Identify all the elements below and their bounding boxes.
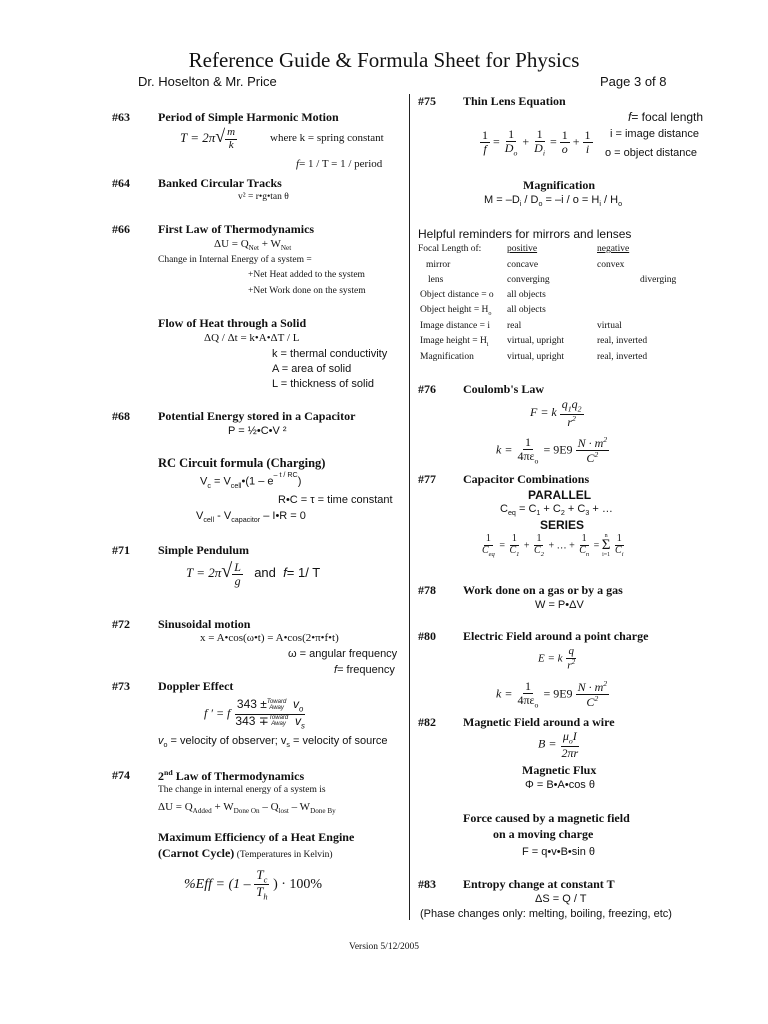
table-row-label: mirror	[426, 260, 451, 270]
magnetic-force-formula: F = q•v•B•sin θ	[522, 846, 595, 858]
spring-constant-note: where k = spring constant	[270, 132, 384, 144]
table-cell: real, inverted	[597, 352, 648, 362]
magnetic-force-title-2: on a moving charge	[493, 827, 594, 841]
entropy-note: (Phase changes only: melting, boiling, freezing, etc)	[420, 908, 672, 920]
banked-track-formula: v² = r•g•tan θ	[238, 192, 289, 202]
kirchhoff-formula: $V_{cell} - V_{capacitor}$ – I•R = 0	[196, 510, 306, 525]
coulomb-constant-formula: k = $\frac{1}{4\pi\varepsilon_o}$ = 9E9 $\frac{N \cdot m^2}{C^2}$	[496, 435, 608, 466]
first-law-line-1: Change in Internal Energy of a system =	[158, 255, 312, 265]
section-number-71: #71	[112, 543, 130, 557]
section-number-77: #77	[418, 472, 436, 486]
section-title-74: 2nd Law of Thermodynamics	[158, 768, 305, 783]
second-law-formula: $\Delta U = Q_{Added} + W_{Done On} - Q_{lost} - W_{Done By}$	[158, 801, 336, 816]
thin-lens-formula: $\frac{1}{f}$ = $\frac{1}{D_o}$ + $\frac{1}{D_i}$ = $\frac{1}{o}$ + $\frac{1}{i}$	[482, 127, 591, 157]
object-distance-note: o = object distance	[605, 147, 698, 159]
authors: Dr. Hoselton & Mr. Price	[138, 74, 277, 89]
section-title-71: Simple Pendulum	[158, 543, 250, 557]
section-number-82: #82	[418, 715, 436, 729]
table-cell: diverging	[640, 275, 677, 285]
shm-formula: T = 2π√ $\frac{m}{k}$	[180, 125, 236, 151]
section-title-66: First Law of Thermodynamics	[158, 222, 315, 236]
carnot-efficiency-formula: %Eff = (1 – $\frac{T_c}{T_h}$ ) · 100%	[184, 867, 323, 903]
frequency-note: f= frequency	[334, 664, 395, 676]
electric-constant-formula: k = $\frac{1}{4\pi\varepsilon_o}$ = 9E9 $\frac{N \cdot m^2}{C^2}$	[496, 679, 608, 710]
table-row-label: Object distance = o	[420, 290, 494, 300]
sinusoidal-formula: x = A•cos(ω•t) = A•cos(2•π•f•t)	[200, 632, 339, 644]
table-cell: all objects	[507, 305, 546, 315]
carnot-title-1: Maximum Efficiency of a Heat Engine	[158, 830, 355, 844]
table-row-label: Image distance = i	[420, 321, 490, 331]
section-title-80: Electric Field around a point charge	[463, 629, 649, 643]
section-title-78: Work done on a gas or by a gas	[463, 583, 623, 597]
magnetic-flux-title: Magnetic Flux	[522, 763, 597, 777]
section-number-63: #63	[112, 110, 130, 124]
series-label: SERIES	[540, 518, 585, 532]
column-divider	[409, 94, 410, 920]
section-title-75: Thin Lens Equation	[463, 94, 566, 108]
table-cell: all objects	[507, 290, 546, 300]
table-header-property: Focal Length of:	[418, 244, 482, 254]
coulomb-formula: F = k $\frac{q_1q_2}{r^2}$	[530, 397, 582, 429]
doppler-formula: f ′ = f 343 ±Toward Away $v_o$ 343 ∓Toward Away $v_s$	[204, 697, 305, 730]
section-title-63: Period of Simple Harmonic Motion	[158, 110, 339, 124]
section-number-72: #72	[112, 617, 130, 631]
section-number-74: #74	[112, 768, 130, 782]
table-cell: virtual, upright	[507, 336, 564, 346]
frequency-period-note: f= 1 / T = 1 / period	[296, 158, 383, 170]
thickness-note: L = thickness of solid	[272, 378, 375, 390]
time-constant-formula: R•C = τ = time constant	[278, 494, 393, 506]
rc-charging-formula: $V_c$ = $V_{cell}•(1 - e^{- t / RC})$	[200, 471, 302, 490]
section-number-76: #76	[418, 382, 436, 396]
table-row-label: Image height = $H_i$	[420, 336, 489, 348]
image-distance-note: i = image distance	[610, 128, 699, 140]
table-header-negative: negative	[597, 244, 630, 254]
table-cell: real, inverted	[597, 336, 648, 346]
page-number: Page 3 of 8	[600, 74, 667, 89]
section-title-68: Potential Energy stored in a Capacitor	[158, 409, 356, 423]
focal-length-note: f= focal length	[628, 110, 704, 124]
section-number-68: #68	[112, 409, 130, 423]
mirrors-lenses-title: Helpful reminders for mirrors and lenses	[418, 227, 632, 241]
thermal-conductivity-note: k = thermal conductivity	[272, 348, 388, 360]
section-title-76: Coulomb's Law	[463, 382, 545, 396]
first-law-line-3: +Net Work done on the system	[248, 286, 366, 296]
series-formula: $\frac{1}{C_{eq}}$ = $\frac{1}{C_1}$ + $\frac{1}{C_2}$ + … + $\frac{1}{C_n}$ = n Σ i=1 $\frac{1}{C_i}$	[482, 533, 624, 558]
table-cell: convex	[597, 260, 625, 270]
angular-frequency-note: ω = angular frequency	[288, 648, 398, 660]
magnetic-flux-formula: Φ = B•A•cos θ	[525, 779, 595, 791]
carnot-title-2: (Carnot Cycle) (Temperatures in Kelvin)	[158, 846, 333, 860]
work-gas-formula: W = P•ΔV	[535, 599, 584, 611]
section-number-73: #73	[112, 679, 130, 693]
section-title-73: Doppler Effect	[158, 679, 234, 693]
second-law-line-1: The change in internal energy of a system is	[158, 785, 326, 795]
section-number-66: #66	[112, 222, 130, 236]
pendulum-formula: T = 2π√ $\frac{L}{g}$ and f= 1/ T	[186, 559, 321, 588]
section-number-75: #75	[418, 94, 436, 108]
table-row-label: lens	[428, 275, 444, 285]
heat-flow-formula: ΔQ / Δt = k•A•ΔT / L	[204, 332, 300, 344]
table-cell: virtual	[597, 321, 622, 331]
table-cell: concave	[507, 260, 539, 270]
section-number-80: #80	[418, 629, 436, 643]
table-cell: converging	[507, 275, 550, 285]
magnetic-field-formula: B = $\frac{\mu_oI}{2\pi r}$	[538, 729, 579, 760]
section-title-77: Capacitor Combinations	[463, 472, 590, 486]
table-cell: real	[507, 321, 522, 331]
section-number-78: #78	[418, 583, 436, 597]
electric-field-formula: E = k $\frac{q}{r^2}$	[538, 645, 576, 672]
doppler-legend: $v_o$ = velocity of observer; $v_s$ = velocity of source	[158, 735, 388, 750]
parallel-label: PARALLEL	[528, 488, 592, 502]
table-row-label: Magnification	[420, 352, 474, 362]
version-footer: Version 5/12/2005	[349, 942, 419, 952]
entropy-formula: ΔS = Q / T	[535, 893, 587, 905]
section-number-64: #64	[112, 176, 130, 190]
section-title-83: Entropy change at constant T	[463, 877, 615, 891]
table-cell: virtual, upright	[507, 352, 564, 362]
magnetic-force-title-1: Force caused by a magnetic field	[463, 811, 630, 825]
table-row-label: Object height = $H_o$	[420, 305, 492, 317]
magnification-title: Magnification	[523, 178, 595, 192]
capacitor-energy-formula: P = ½•C•V ²	[228, 425, 287, 437]
magnification-formula: $M = -D_i / D_o = -i / o = H_i / H_o$	[484, 194, 623, 209]
parallel-formula: $C_{eq} = C_1 + C_2 + C_3$ + …	[500, 503, 613, 518]
first-law-line-2: +Net Heat added to the system	[248, 270, 365, 280]
page-title: Reference Guide & Formula Sheet for Physics	[188, 48, 580, 72]
section-title-82: Magnetic Field around a wire	[463, 715, 615, 729]
area-note: A = area of solid	[272, 363, 352, 375]
rc-circuit-title: RC Circuit formula (Charging)	[158, 456, 326, 470]
section-title-64: Banked Circular Tracks	[158, 176, 282, 190]
table-header-positive: positive	[507, 244, 538, 254]
first-law-formula: $\Delta U = Q_{Net} + W_{Net}$	[214, 238, 292, 253]
section-title-72: Sinusoidal motion	[158, 617, 251, 631]
heat-flow-title: Flow of Heat through a Solid	[158, 316, 307, 330]
section-number-83: #83	[418, 877, 436, 891]
